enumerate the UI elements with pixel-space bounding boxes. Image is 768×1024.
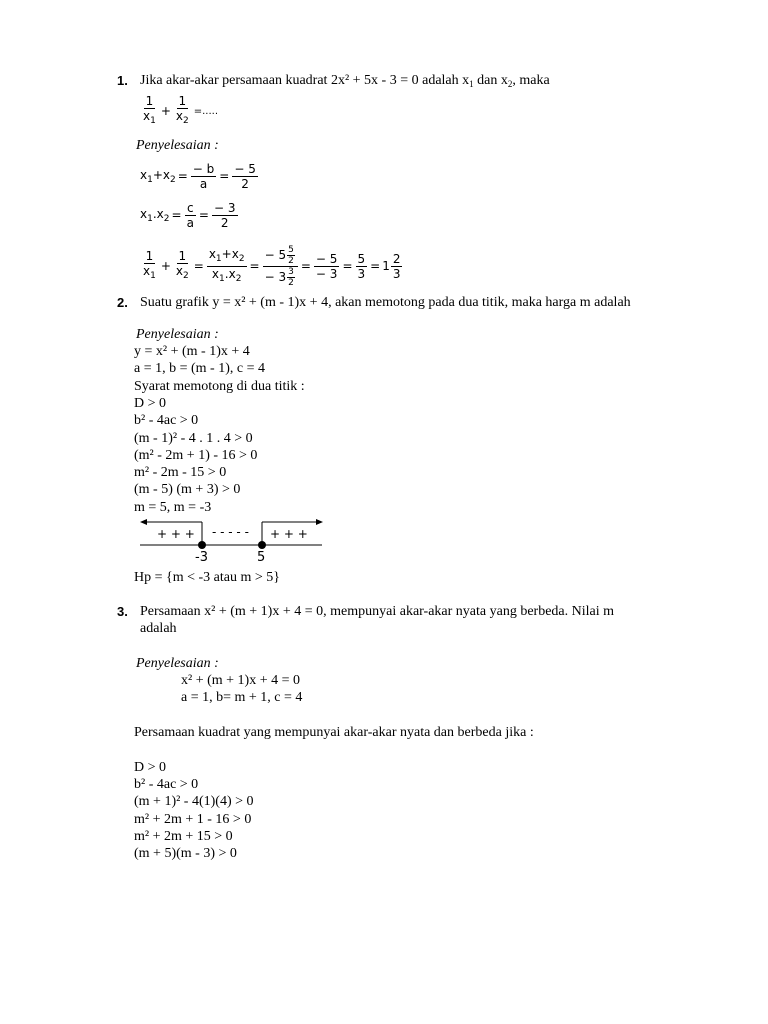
sign-negative: - - - - - [212,525,249,539]
step-line: m² + 2m + 15 > 0 [134,829,233,844]
condition-text: Persamaan kuadrat yang mempunyai akar-akar nyata dan berbeda jika : [134,725,534,740]
question-expression: $\frac{1}{x_1}$ + $\frac{1}{x_2}$ =..... [143,94,219,126]
point-label: 5 [257,550,266,565]
step-line: (m² - 2m + 1) - 16 > 0 [134,448,258,463]
step-line: (m + 1)² - 4(1)(4) > 0 [134,794,254,809]
solution-label: Penyelesaian : [136,656,219,671]
step-line: a = 1, b = (m - 1), c = 4 [134,361,265,376]
final-calculation: $\frac{1}{x_1}$ + $\frac{1}{x_2}$ = $\frac{x_1+x_2}{x_1.x_2}$ = − 5 $\frac{5}{2}$ − 3 $\frac{3}{2}$ = $\frac{- 5}{- 3}$ = $\frac{5}{3}$ = 1 $\frac{2}{3}$ [143,244,401,288]
step-line: (m - 1)² - 4 . 1 . 4 > 0 [134,431,253,446]
product-of-roots: $x_1.x_2$ = $\frac{c}{a}$ = $\frac{- 3}{2}$ [140,200,236,230]
solution-label: Penyelesaian : [136,327,219,342]
step-line: m² - 2m - 15 > 0 [134,465,227,480]
question-text: Suatu grafik y = x² + (m - 1)x + 4, akan memotong pada dua titik, maka harga m adalah [140,295,631,310]
question-number: 1. [117,73,128,88]
step-line: D > 0 [134,396,167,411]
step-line: b² - 4ac > 0 [134,777,199,792]
sign-positive: + + + [157,527,195,541]
solution-label: Penyelesaian : [136,138,219,153]
step-line: (m - 5) (m + 3) > 0 [134,482,241,497]
sign-positive: + + + [270,527,308,541]
step-line: m = 5, m = -3 [134,500,212,515]
critical-point [198,541,206,549]
question-text: adalah [140,621,177,636]
step-line: m² + 2m + 1 - 16 > 0 [134,812,252,827]
step-line: Syarat memotong di dua titik : [134,379,305,394]
step-line: b² - 4ac > 0 [134,413,199,428]
answer-line: Hp = {m < -3 atau m > 5} [134,570,280,585]
sum-of-roots: $x_1+x_2$ = $\frac{- b}{a}$ = $\frac{- 5}{2}$ [140,161,256,191]
step-line: y = x² + (m - 1)x + 4 [134,344,250,359]
step-line: (m + 5)(m - 3) > 0 [134,846,237,861]
question-text: Persamaan x² + (m + 1)x + 4 = 0, mempunyai akar-akar nyata yang berbeda. Nilai m [140,604,615,619]
step-line: a = 1, b= m + 1, c = 4 [181,690,303,705]
question-text: Jika akar-akar persamaan kuadrat 2x² + 5x - 3 = 0 adalah $x_1$ dan $x_2$, maka [140,73,550,89]
question-number: 2. [117,295,128,310]
step-line: D > 0 [134,760,167,775]
point-label: -3 [195,550,208,565]
critical-point [258,541,266,549]
question-number: 3. [117,604,128,619]
step-line: x² + (m + 1)x + 4 = 0 [181,673,300,688]
